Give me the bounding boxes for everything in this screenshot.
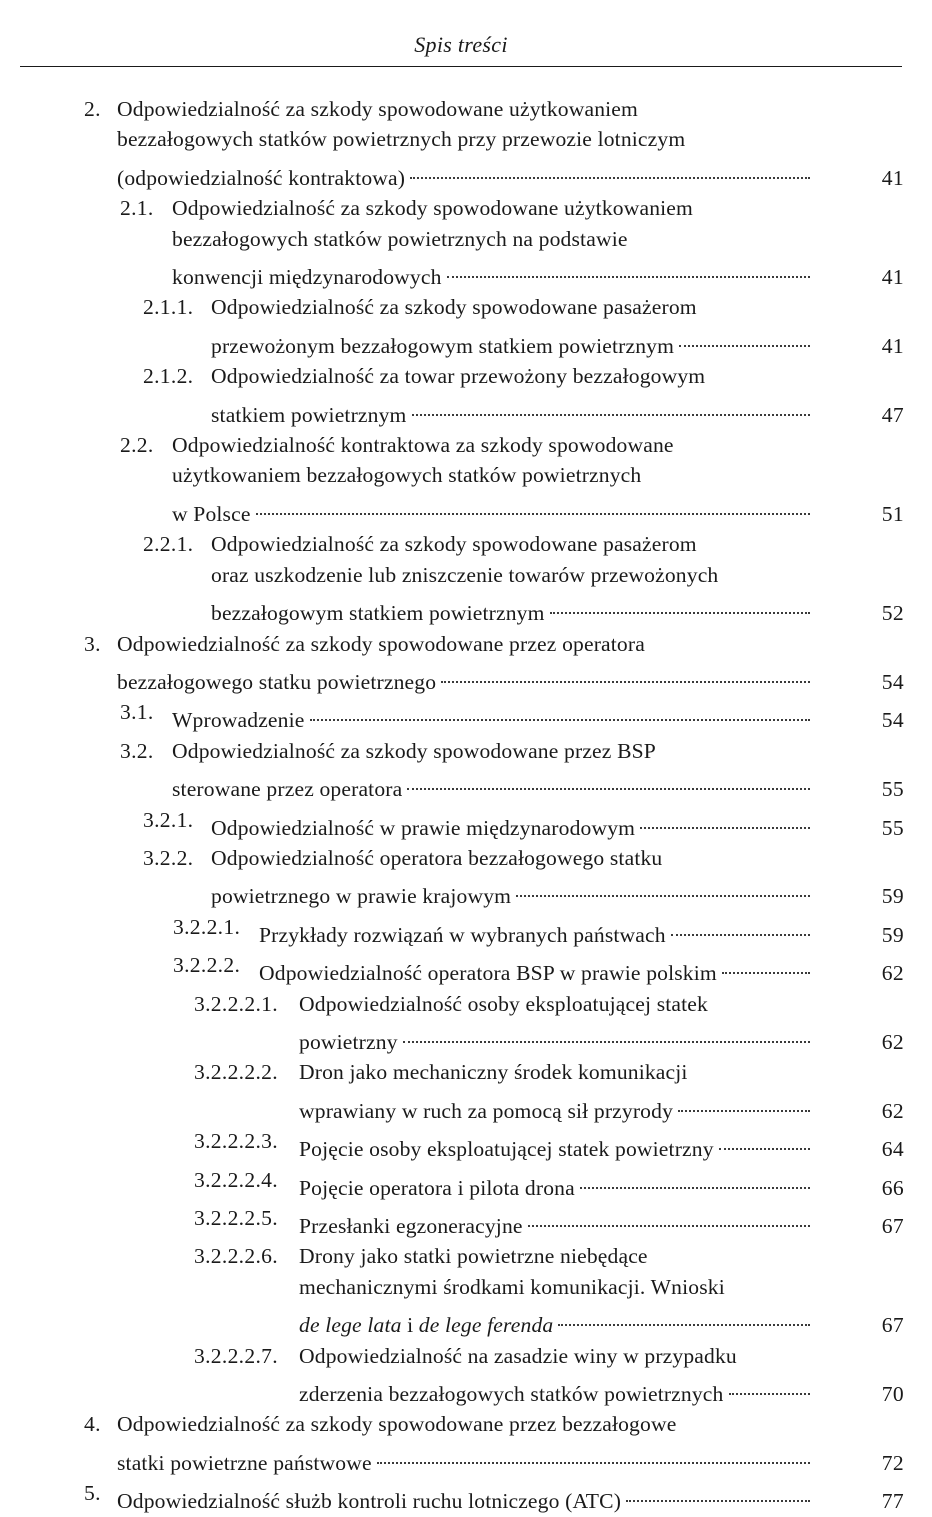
- toc-entry[interactable]: [0, 94, 932, 193]
- toc-entry-title-line: bezzałogowych statków powietrznych przy przewozie lotniczym: [117, 127, 686, 152]
- toc-entry-number: 3.: [84, 631, 101, 656]
- toc-entry-page: 77: [881, 1489, 904, 1514]
- toc-entry[interactable]: [0, 912, 932, 950]
- dot-leader: [412, 392, 811, 422]
- toc-entry-title-line: Odpowiedzialność za szkody spowodowane pasażerom: [211, 295, 697, 320]
- toc-entry-title-line: Odpowiedzialność operatora BSP w prawie polskim: [259, 958, 722, 988]
- toc-entry[interactable]: [0, 292, 932, 361]
- dot-leader: [679, 323, 810, 353]
- toc-entry-page: 67: [881, 1313, 904, 1338]
- toc-entry-page: 59: [881, 922, 904, 947]
- toc-entry-page: 64: [881, 1137, 904, 1162]
- toc-entry-title-line: bezzałogowego statku powietrznego: [117, 667, 441, 697]
- toc-entry-title-line: powietrzny: [299, 1027, 403, 1057]
- dot-leader: [719, 1126, 810, 1156]
- toc-entry-title-line: Odpowiedzialność za szkody spowodowane przez bezzałogowe: [117, 1412, 677, 1437]
- toc-entry-number: 2.1.: [120, 196, 154, 221]
- dot-leader: [516, 873, 810, 903]
- toc-entry-number: 5.: [84, 1481, 101, 1506]
- toc-entry[interactable]: [0, 1165, 932, 1203]
- toc-entry-title-line: oraz uszkodzenie lub zniszczenie towarów przewożonych: [211, 562, 719, 587]
- toc-entry-page: 52: [881, 601, 904, 626]
- toc-entry[interactable]: [0, 805, 932, 843]
- toc-entry-number: 3.2.2.2.3.: [194, 1129, 278, 1154]
- dot-leader: [671, 912, 810, 942]
- toc-entry-title-line: Odpowiedzialność za szkody spowodowane przez BSP: [172, 738, 656, 763]
- toc-entry-title-line: Pojęcie osoby eksploatującej statek powietrzny: [299, 1134, 719, 1164]
- toc-entry-page: 54: [881, 708, 904, 733]
- toc-entry[interactable]: [0, 1203, 932, 1241]
- toc-entry-number: 3.2.2.2.7.: [194, 1343, 278, 1368]
- toc-entry-title-line: Pojęcie operatora i pilota drona: [299, 1173, 580, 1203]
- toc-entry-title-line: Wprowadzenie: [172, 705, 310, 735]
- toc-entry-title-line: sterowane przez operatora: [172, 774, 407, 804]
- toc-entry-page: 55: [881, 815, 904, 840]
- toc-entry-number: 3.2.2.2.4.: [194, 1167, 278, 1192]
- toc-entry-number: 3.2.2.1.: [173, 914, 241, 939]
- toc-entry-title-line: Odpowiedzialność za szkody spowodowane użytkowaniem: [117, 97, 638, 121]
- toc-entry-page: 54: [881, 669, 904, 694]
- toc-entry[interactable]: [0, 843, 932, 912]
- dot-leader: [580, 1165, 810, 1195]
- toc-entry[interactable]: [0, 697, 932, 735]
- toc-entry-title-line: konwencji międzynarodowych: [172, 262, 447, 292]
- toc-entry-title-line: powietrznego w prawie krajowym: [211, 881, 516, 911]
- toc-entry-number: 3.1.: [120, 700, 154, 725]
- dot-leader: [377, 1440, 810, 1470]
- toc-entry-title-line: mechanicznymi środkami komunikacji. Wnioski: [299, 1274, 725, 1299]
- dot-leader: [528, 1203, 810, 1233]
- toc-entry[interactable]: [0, 989, 932, 1058]
- toc-entry-title-line: przewożonym bezzałogowym statkiem powietrznym: [211, 331, 679, 361]
- toc-entry[interactable]: [0, 629, 932, 698]
- toc-entry-page: 41: [881, 265, 904, 290]
- toc-entry[interactable]: [0, 529, 932, 628]
- dot-leader: [729, 1371, 811, 1401]
- toc-entry-number: 3.2.2.2.5.: [194, 1206, 278, 1230]
- toc-entry-title-line: Odpowiedzialność w prawie międzynarodowym: [211, 813, 640, 843]
- toc-entry-number: 2.1.2.: [143, 364, 194, 389]
- toc-entry-title-line: Dron jako mechaniczny środek komunikacji: [299, 1060, 688, 1085]
- toc-entry[interactable]: [0, 950, 932, 988]
- toc-entry-title-line: de lege lata i de lege ferenda: [299, 1310, 558, 1340]
- dot-leader: [407, 766, 810, 796]
- toc-entry-page: 62: [881, 1029, 904, 1054]
- dot-leader: [441, 659, 810, 689]
- toc-entry-number: 3.2.2.: [143, 845, 194, 870]
- toc-entry-number: 3.2.1.: [143, 807, 194, 832]
- toc-entry-title-line: statkiem powietrznym: [211, 400, 412, 430]
- toc-entry[interactable]: [0, 736, 932, 805]
- toc-entry-page: 72: [881, 1450, 904, 1475]
- dot-leader: [310, 697, 811, 727]
- toc-entry-title-line: bezzałogowym statkiem powietrznym: [211, 598, 550, 628]
- toc-entry-page: 55: [881, 777, 904, 802]
- toc-entry-number: 3.2.2.2.1.: [194, 991, 278, 1016]
- toc-entry-title-line: Drony jako statki powietrzne niebędące: [299, 1244, 648, 1269]
- toc-entry[interactable]: [0, 193, 932, 292]
- toc-entry-page: 47: [881, 402, 904, 427]
- toc-entry-page: 62: [881, 961, 904, 986]
- toc-entry-number: 4.: [84, 1412, 101, 1437]
- toc-entry-page: 62: [881, 1098, 904, 1123]
- toc-entry-page: 41: [881, 333, 904, 358]
- toc-entry[interactable]: [0, 1478, 932, 1516]
- dot-leader: [410, 155, 810, 185]
- toc-entry[interactable]: [0, 1341, 932, 1410]
- header-rule: [20, 66, 902, 67]
- toc-entry-number: 2.1.1.: [143, 295, 194, 320]
- toc-entry-page: 70: [881, 1382, 904, 1407]
- running-header: Spis treści: [414, 32, 508, 57]
- toc-entry-title-line: Odpowiedzialność za szkody spowodowane przez operatora: [117, 631, 645, 656]
- toc-entry-title-line: Odpowiedzialność kontraktowa za szkody spowodowane: [172, 433, 674, 458]
- toc-entry-title-line: statki powietrzne państwowe: [117, 1448, 377, 1478]
- toc-entry-title-line: (odpowiedzialność kontraktowa): [117, 163, 410, 193]
- toc-entry-number: 3.2.: [120, 738, 154, 763]
- dot-leader: [447, 254, 810, 284]
- toc-entry-title-line: zderzenia bezzałogowych statków powietrznych: [299, 1379, 729, 1409]
- dot-leader: [256, 491, 810, 521]
- toc-entry-number: 3.2.2.2.: [173, 953, 241, 978]
- toc-entry-number: 3.2.2.2.2.: [194, 1060, 278, 1085]
- toc-entry-number: 3.2.2.2.6.: [194, 1244, 278, 1269]
- toc-entry[interactable]: [0, 1057, 932, 1126]
- toc-entry-title-line: Przykłady rozwiązań w wybranych państwach: [259, 920, 671, 950]
- toc-entry-title-line: w Polsce: [172, 499, 256, 529]
- toc-entry-number: 2.2.: [120, 433, 154, 458]
- dot-leader: [722, 950, 810, 980]
- dot-leader: [558, 1302, 810, 1332]
- table-of-contents: [0, 94, 932, 1517]
- toc-entry-title-line: bezzałogowych statków powietrznych na podstawie: [172, 226, 628, 251]
- toc-entry-title-line: Odpowiedzialność za szkody spowodowane użytkowaniem: [172, 196, 693, 221]
- toc-entry-title-line: Odpowiedzialność operatora bezzałogowego statku: [211, 845, 663, 870]
- toc-entry-title-line: Odpowiedzialność za szkody spowodowane pasażerom: [211, 532, 697, 557]
- toc-entry-page: 51: [881, 501, 904, 526]
- toc-entry-page: 67: [881, 1214, 904, 1238]
- toc-entry[interactable]: [0, 430, 932, 529]
- toc-entry[interactable]: [0, 361, 932, 430]
- toc-entry-title-line: Odpowiedzialność osoby eksploatującej statek: [299, 991, 708, 1016]
- toc-entry-number: 2.: [84, 97, 101, 121]
- toc-entry-title-line: Odpowiedzialność służb kontroli ruchu lotniczego (ATC): [117, 1486, 626, 1516]
- toc-entry-title-line: wprawiany w ruch za pomocą sił przyrody: [299, 1096, 678, 1126]
- toc-entry-title-line: użytkowaniem bezzałogowych statków powietrznych: [172, 463, 642, 488]
- dot-leader: [550, 590, 810, 620]
- toc-entry-title-line: Przesłanki egzoneracyjne: [299, 1211, 528, 1241]
- dot-leader: [626, 1478, 810, 1508]
- toc-entry-page: 41: [881, 165, 904, 190]
- dot-leader: [403, 1019, 810, 1049]
- toc-entry[interactable]: [0, 1241, 932, 1340]
- toc-entry-page: 66: [881, 1175, 904, 1200]
- toc-entry-title-line: Odpowiedzialność za towar przewożony bezzałogowym: [211, 364, 706, 389]
- dot-leader: [678, 1088, 810, 1118]
- toc-entry-title-line: Odpowiedzialność na zasadzie winy w przypadku: [299, 1343, 737, 1368]
- toc-entry-number: 2.2.1.: [143, 532, 194, 557]
- toc-entry[interactable]: [0, 1126, 932, 1164]
- toc-entry-page: 59: [881, 884, 904, 909]
- toc-entry[interactable]: [0, 1409, 932, 1478]
- dot-leader: [640, 805, 810, 835]
